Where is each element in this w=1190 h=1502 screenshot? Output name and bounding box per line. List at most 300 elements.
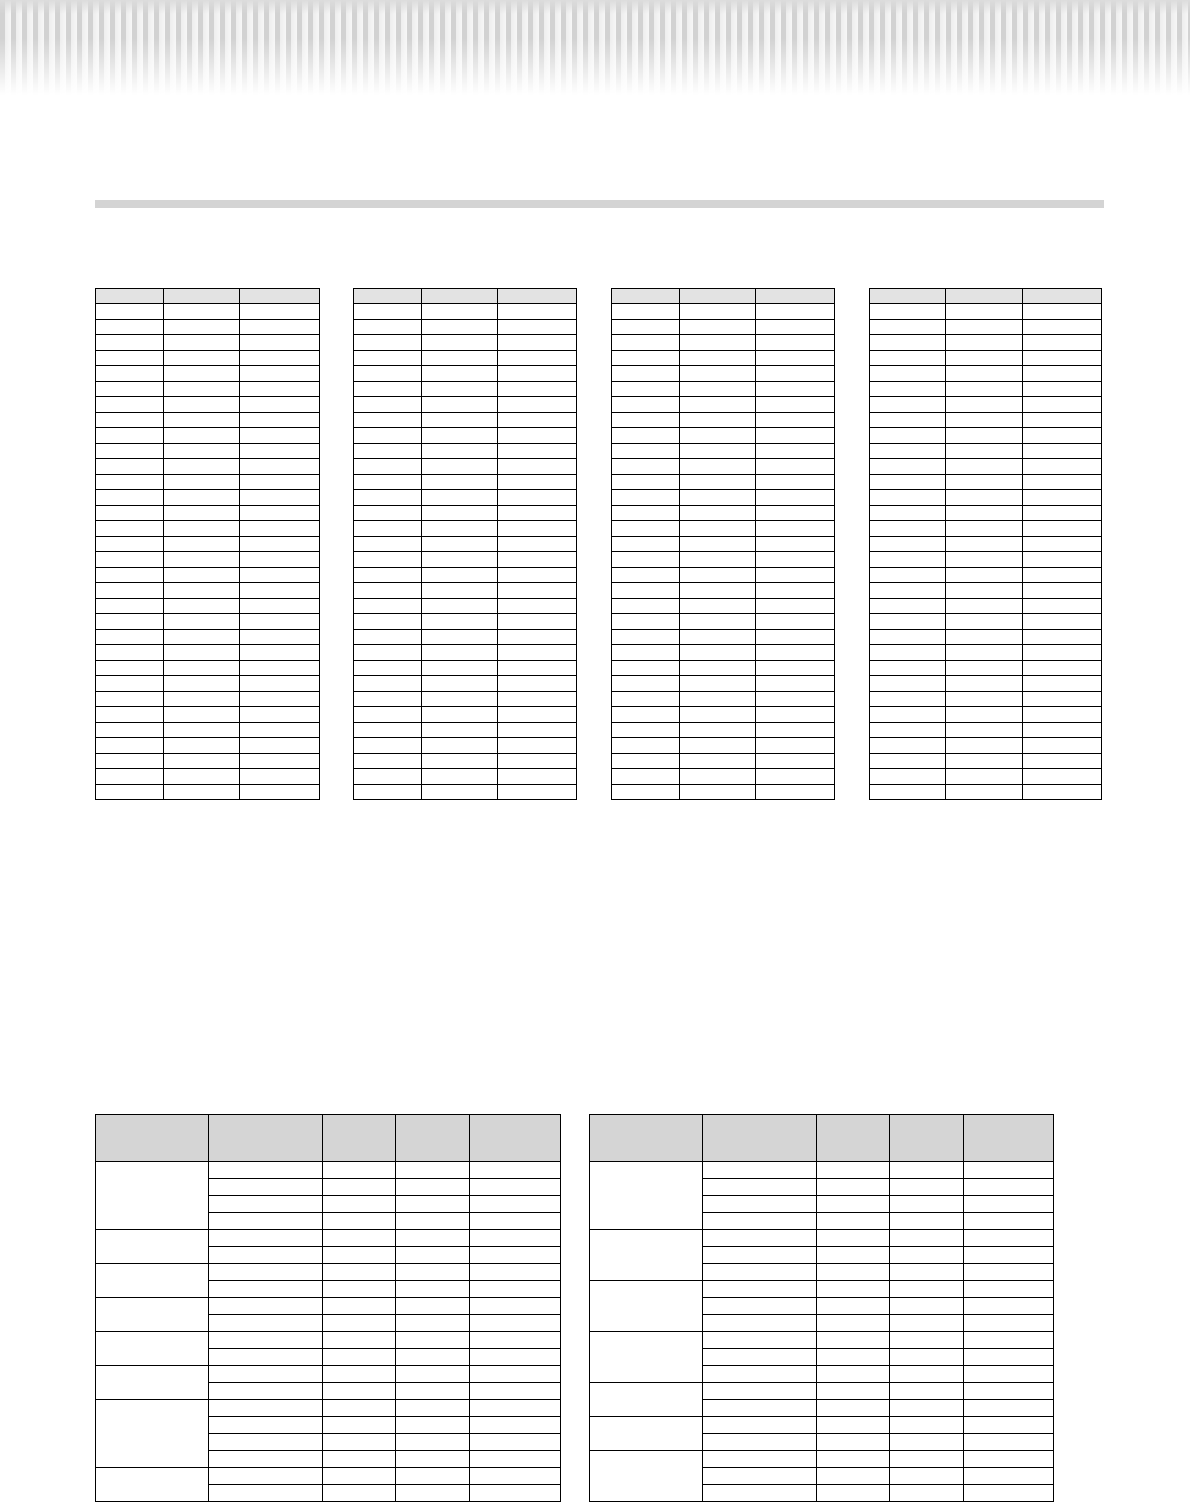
table-cell bbox=[870, 753, 946, 769]
table-cell bbox=[964, 1179, 1054, 1196]
table-cell bbox=[240, 552, 320, 568]
table-row bbox=[96, 521, 320, 537]
table-cell bbox=[946, 738, 1023, 754]
table-cell bbox=[946, 660, 1023, 676]
table-row bbox=[354, 552, 577, 568]
table-cell bbox=[354, 691, 422, 707]
header-cell bbox=[209, 1115, 323, 1162]
table-cell bbox=[164, 598, 240, 614]
table-cell bbox=[703, 1264, 817, 1281]
table-cell bbox=[396, 1451, 470, 1468]
table-cell bbox=[354, 536, 422, 552]
header-band bbox=[0, 0, 1190, 95]
table-row bbox=[870, 304, 1102, 320]
table-cell bbox=[703, 1400, 817, 1417]
group-cell bbox=[96, 1468, 209, 1502]
table-cell bbox=[396, 1213, 470, 1230]
table-row bbox=[354, 753, 577, 769]
table-cell bbox=[498, 567, 577, 583]
table-cell bbox=[422, 412, 498, 428]
table-cell bbox=[703, 1434, 817, 1451]
table-cell bbox=[96, 753, 164, 769]
section-rule bbox=[95, 200, 1104, 208]
table-cell bbox=[756, 412, 835, 428]
table-row bbox=[590, 1451, 1054, 1468]
table-cell bbox=[498, 598, 577, 614]
table-cell bbox=[422, 521, 498, 537]
table-cell bbox=[354, 350, 422, 366]
table-cell bbox=[890, 1485, 964, 1502]
table-row bbox=[870, 505, 1102, 521]
table-cell bbox=[470, 1417, 561, 1434]
table-cell bbox=[164, 552, 240, 568]
table-cell bbox=[870, 583, 946, 599]
table-cell bbox=[1023, 521, 1102, 537]
table-cell bbox=[498, 505, 577, 521]
table-row bbox=[96, 1298, 561, 1315]
table-cell bbox=[498, 412, 577, 428]
table-cell bbox=[870, 691, 946, 707]
table-row bbox=[870, 583, 1102, 599]
table-row bbox=[354, 536, 577, 552]
table-cell bbox=[323, 1196, 396, 1213]
table-cell bbox=[323, 1434, 396, 1451]
table-cell bbox=[756, 536, 835, 552]
table-cell bbox=[470, 1451, 561, 1468]
table-cell bbox=[680, 707, 756, 723]
header-cell bbox=[964, 1115, 1054, 1162]
table-cell bbox=[870, 784, 946, 800]
table-row bbox=[354, 769, 577, 785]
table-row bbox=[870, 645, 1102, 661]
table-cell bbox=[756, 753, 835, 769]
table-cell bbox=[498, 707, 577, 723]
table-cell bbox=[164, 335, 240, 351]
table-cell bbox=[756, 505, 835, 521]
table-cell bbox=[1023, 784, 1102, 800]
table-cell bbox=[964, 1315, 1054, 1332]
group-cell bbox=[590, 1162, 703, 1230]
table-cell bbox=[498, 350, 577, 366]
table-cell bbox=[703, 1366, 817, 1383]
table-cell bbox=[870, 598, 946, 614]
table-cell bbox=[470, 1400, 561, 1417]
table-row bbox=[870, 412, 1102, 428]
table-cell bbox=[240, 660, 320, 676]
table-cell bbox=[1023, 397, 1102, 413]
table-cell bbox=[1023, 552, 1102, 568]
table-row bbox=[96, 397, 320, 413]
small-table-3 bbox=[611, 288, 835, 800]
table-cell bbox=[96, 660, 164, 676]
table-cell bbox=[164, 490, 240, 506]
table-cell bbox=[240, 769, 320, 785]
table-cell bbox=[890, 1281, 964, 1298]
table-cell bbox=[756, 645, 835, 661]
table-cell bbox=[890, 1468, 964, 1485]
table-row bbox=[612, 691, 835, 707]
table-cell bbox=[354, 660, 422, 676]
table-cell bbox=[890, 1298, 964, 1315]
table-cell bbox=[96, 459, 164, 475]
table-cell bbox=[240, 443, 320, 459]
table-cell bbox=[164, 629, 240, 645]
table-row bbox=[354, 304, 577, 320]
table-cell bbox=[612, 660, 680, 676]
header-cell bbox=[1023, 289, 1102, 304]
table-cell bbox=[946, 722, 1023, 738]
table-cell bbox=[323, 1417, 396, 1434]
table-cell bbox=[870, 567, 946, 583]
table-row bbox=[354, 412, 577, 428]
table-cell bbox=[96, 552, 164, 568]
table-cell bbox=[354, 490, 422, 506]
table-cell bbox=[422, 366, 498, 382]
table-cell bbox=[870, 366, 946, 382]
table-cell bbox=[870, 443, 946, 459]
table-cell bbox=[703, 1451, 817, 1468]
table-cell bbox=[396, 1247, 470, 1264]
table-cell bbox=[164, 474, 240, 490]
table-cell bbox=[396, 1298, 470, 1315]
table-cell bbox=[680, 691, 756, 707]
table-row bbox=[612, 567, 835, 583]
table-cell bbox=[946, 381, 1023, 397]
table-cell bbox=[817, 1468, 890, 1485]
table-cell bbox=[240, 614, 320, 630]
table-cell bbox=[1023, 660, 1102, 676]
table-cell bbox=[964, 1349, 1054, 1366]
table-cell bbox=[1023, 707, 1102, 723]
table-row bbox=[354, 676, 577, 692]
table-cell bbox=[612, 583, 680, 599]
table-cell bbox=[1023, 443, 1102, 459]
table-row bbox=[612, 753, 835, 769]
table-cell bbox=[422, 660, 498, 676]
table-row bbox=[612, 769, 835, 785]
table-cell bbox=[870, 738, 946, 754]
table-cell bbox=[612, 474, 680, 490]
table-cell bbox=[240, 598, 320, 614]
table-cell bbox=[323, 1315, 396, 1332]
table-cell bbox=[756, 474, 835, 490]
table-cell bbox=[680, 676, 756, 692]
table-cell bbox=[870, 629, 946, 645]
table-row bbox=[870, 428, 1102, 444]
table-cell bbox=[946, 505, 1023, 521]
table-row bbox=[354, 443, 577, 459]
table-cell bbox=[209, 1383, 323, 1400]
table-cell bbox=[756, 738, 835, 754]
table-cell bbox=[323, 1349, 396, 1366]
table-cell bbox=[240, 707, 320, 723]
table-cell bbox=[240, 753, 320, 769]
table-cell bbox=[498, 304, 577, 320]
table-cell bbox=[396, 1400, 470, 1417]
table-cell bbox=[96, 443, 164, 459]
table-cell bbox=[680, 459, 756, 475]
table-cell bbox=[612, 459, 680, 475]
table-cell bbox=[96, 505, 164, 521]
table-cell bbox=[323, 1383, 396, 1400]
table-cell bbox=[396, 1383, 470, 1400]
table-cell bbox=[612, 366, 680, 382]
header-cell bbox=[470, 1115, 561, 1162]
table-row bbox=[96, 552, 320, 568]
table-row bbox=[96, 583, 320, 599]
table-cell bbox=[498, 722, 577, 738]
table-cell bbox=[498, 784, 577, 800]
table-cell bbox=[964, 1332, 1054, 1349]
table-cell bbox=[890, 1383, 964, 1400]
table-cell bbox=[164, 753, 240, 769]
table-cell bbox=[612, 614, 680, 630]
table-cell bbox=[1023, 335, 1102, 351]
table-cell bbox=[209, 1264, 323, 1281]
table-row bbox=[96, 428, 320, 444]
table-row bbox=[870, 784, 1102, 800]
table-cell bbox=[323, 1247, 396, 1264]
table-cell bbox=[680, 660, 756, 676]
table-row bbox=[354, 490, 577, 506]
table-cell bbox=[680, 381, 756, 397]
table-cell bbox=[680, 412, 756, 428]
table-row bbox=[96, 707, 320, 723]
table-cell bbox=[498, 583, 577, 599]
table-cell bbox=[396, 1281, 470, 1298]
table-cell bbox=[756, 707, 835, 723]
table-cell bbox=[890, 1179, 964, 1196]
table-row bbox=[870, 474, 1102, 490]
table-cell bbox=[164, 412, 240, 428]
table-cell bbox=[164, 738, 240, 754]
table-cell bbox=[323, 1213, 396, 1230]
table-row bbox=[612, 660, 835, 676]
table-cell bbox=[817, 1179, 890, 1196]
table-cell bbox=[756, 660, 835, 676]
table-cell bbox=[870, 614, 946, 630]
table-cell bbox=[209, 1281, 323, 1298]
table-cell bbox=[422, 707, 498, 723]
header-cell bbox=[590, 1115, 703, 1162]
table-cell bbox=[396, 1230, 470, 1247]
table-row bbox=[354, 645, 577, 661]
table-cell bbox=[498, 552, 577, 568]
table-cell bbox=[354, 412, 422, 428]
table-row bbox=[612, 738, 835, 754]
table-cell bbox=[964, 1400, 1054, 1417]
table-row bbox=[870, 614, 1102, 630]
table-row bbox=[96, 567, 320, 583]
table-cell bbox=[1023, 691, 1102, 707]
table-cell bbox=[756, 676, 835, 692]
table-cell bbox=[323, 1468, 396, 1485]
header-cell bbox=[890, 1115, 964, 1162]
table-cell bbox=[396, 1349, 470, 1366]
table-cell bbox=[96, 614, 164, 630]
table-cell bbox=[680, 753, 756, 769]
table-cell bbox=[209, 1485, 323, 1502]
table-cell bbox=[240, 645, 320, 661]
table-cell bbox=[470, 1468, 561, 1485]
header-cell bbox=[396, 1115, 470, 1162]
table-cell bbox=[323, 1366, 396, 1383]
table-cell bbox=[817, 1349, 890, 1366]
table-row bbox=[354, 521, 577, 537]
table-row bbox=[354, 474, 577, 490]
table-cell bbox=[756, 350, 835, 366]
table-row bbox=[612, 397, 835, 413]
table-cell bbox=[323, 1451, 396, 1468]
table-cell bbox=[164, 676, 240, 692]
table-row bbox=[590, 1383, 1054, 1400]
table-cell bbox=[354, 381, 422, 397]
table-cell bbox=[164, 784, 240, 800]
table-cell bbox=[96, 738, 164, 754]
table-cell bbox=[354, 397, 422, 413]
table-cell bbox=[817, 1417, 890, 1434]
table-cell bbox=[680, 629, 756, 645]
table-cell bbox=[612, 769, 680, 785]
table-cell bbox=[498, 521, 577, 537]
table-cell bbox=[422, 691, 498, 707]
table-cell bbox=[396, 1162, 470, 1179]
table-cell bbox=[756, 691, 835, 707]
table-cell bbox=[422, 536, 498, 552]
header-cell bbox=[680, 289, 756, 304]
table-row bbox=[354, 459, 577, 475]
table-cell bbox=[470, 1349, 561, 1366]
table-row bbox=[612, 335, 835, 351]
table-cell bbox=[946, 397, 1023, 413]
table-cell bbox=[817, 1213, 890, 1230]
table-cell bbox=[323, 1230, 396, 1247]
table-cell bbox=[1023, 598, 1102, 614]
table-cell bbox=[870, 536, 946, 552]
table-cell bbox=[964, 1468, 1054, 1485]
table-cell bbox=[890, 1162, 964, 1179]
table-cell bbox=[756, 598, 835, 614]
table-cell bbox=[470, 1485, 561, 1502]
table-cell bbox=[680, 722, 756, 738]
table-row bbox=[96, 459, 320, 475]
table-cell bbox=[396, 1264, 470, 1281]
table-cell bbox=[817, 1366, 890, 1383]
grouped-table-2 bbox=[589, 1114, 1054, 1502]
table-cell bbox=[422, 381, 498, 397]
table-row bbox=[96, 1230, 561, 1247]
group-cell bbox=[96, 1366, 209, 1400]
table-row bbox=[354, 567, 577, 583]
table-row bbox=[870, 443, 1102, 459]
table-cell bbox=[240, 381, 320, 397]
table-row bbox=[96, 660, 320, 676]
group-cell bbox=[96, 1230, 209, 1264]
table-row bbox=[96, 769, 320, 785]
table-cell bbox=[612, 536, 680, 552]
table-cell bbox=[323, 1332, 396, 1349]
table-cell bbox=[890, 1400, 964, 1417]
table-row bbox=[354, 738, 577, 754]
table-row bbox=[612, 722, 835, 738]
table-cell bbox=[498, 474, 577, 490]
table-cell bbox=[703, 1468, 817, 1485]
table-cell bbox=[470, 1179, 561, 1196]
table-cell bbox=[756, 397, 835, 413]
table-cell bbox=[680, 567, 756, 583]
table-cell bbox=[946, 784, 1023, 800]
table-row bbox=[612, 505, 835, 521]
table-cell bbox=[240, 629, 320, 645]
table-cell bbox=[964, 1485, 1054, 1502]
table-row bbox=[870, 676, 1102, 692]
table-cell bbox=[964, 1264, 1054, 1281]
table-cell bbox=[756, 381, 835, 397]
table-cell bbox=[422, 397, 498, 413]
table-cell bbox=[817, 1196, 890, 1213]
table-row bbox=[354, 366, 577, 382]
table-cell bbox=[1023, 722, 1102, 738]
table-row bbox=[870, 335, 1102, 351]
table-cell bbox=[964, 1383, 1054, 1400]
group-cell bbox=[590, 1383, 703, 1417]
table-cell bbox=[96, 397, 164, 413]
table-cell bbox=[870, 335, 946, 351]
table-row bbox=[870, 567, 1102, 583]
table-header-row bbox=[96, 289, 320, 304]
table-cell bbox=[164, 397, 240, 413]
table-cell bbox=[354, 366, 422, 382]
table-row bbox=[590, 1162, 1054, 1179]
table-cell bbox=[209, 1315, 323, 1332]
table-row bbox=[354, 707, 577, 723]
table-cell bbox=[680, 366, 756, 382]
table-row bbox=[870, 629, 1102, 645]
table-cell bbox=[164, 722, 240, 738]
table-cell bbox=[870, 505, 946, 521]
table-row bbox=[96, 1332, 561, 1349]
table-cell bbox=[96, 335, 164, 351]
table-row bbox=[354, 598, 577, 614]
table-cell bbox=[756, 629, 835, 645]
table-cell bbox=[703, 1417, 817, 1434]
table-cell bbox=[96, 769, 164, 785]
table-cell bbox=[756, 366, 835, 382]
table-cell bbox=[612, 676, 680, 692]
table-cell bbox=[240, 722, 320, 738]
table-cell bbox=[498, 366, 577, 382]
table-cell bbox=[209, 1196, 323, 1213]
table-cell bbox=[498, 769, 577, 785]
table-cell bbox=[680, 583, 756, 599]
table-cell bbox=[612, 412, 680, 428]
table-cell bbox=[209, 1434, 323, 1451]
table-cell bbox=[164, 381, 240, 397]
table-row bbox=[354, 381, 577, 397]
table-cell bbox=[422, 319, 498, 335]
table-cell bbox=[612, 722, 680, 738]
table-header-row bbox=[354, 289, 577, 304]
table-cell bbox=[422, 769, 498, 785]
table-cell bbox=[703, 1349, 817, 1366]
table-cell bbox=[680, 428, 756, 444]
table-cell bbox=[164, 428, 240, 444]
table-cell bbox=[890, 1349, 964, 1366]
table-cell bbox=[240, 676, 320, 692]
table-cell bbox=[209, 1179, 323, 1196]
table-row bbox=[96, 738, 320, 754]
table-cell bbox=[890, 1264, 964, 1281]
